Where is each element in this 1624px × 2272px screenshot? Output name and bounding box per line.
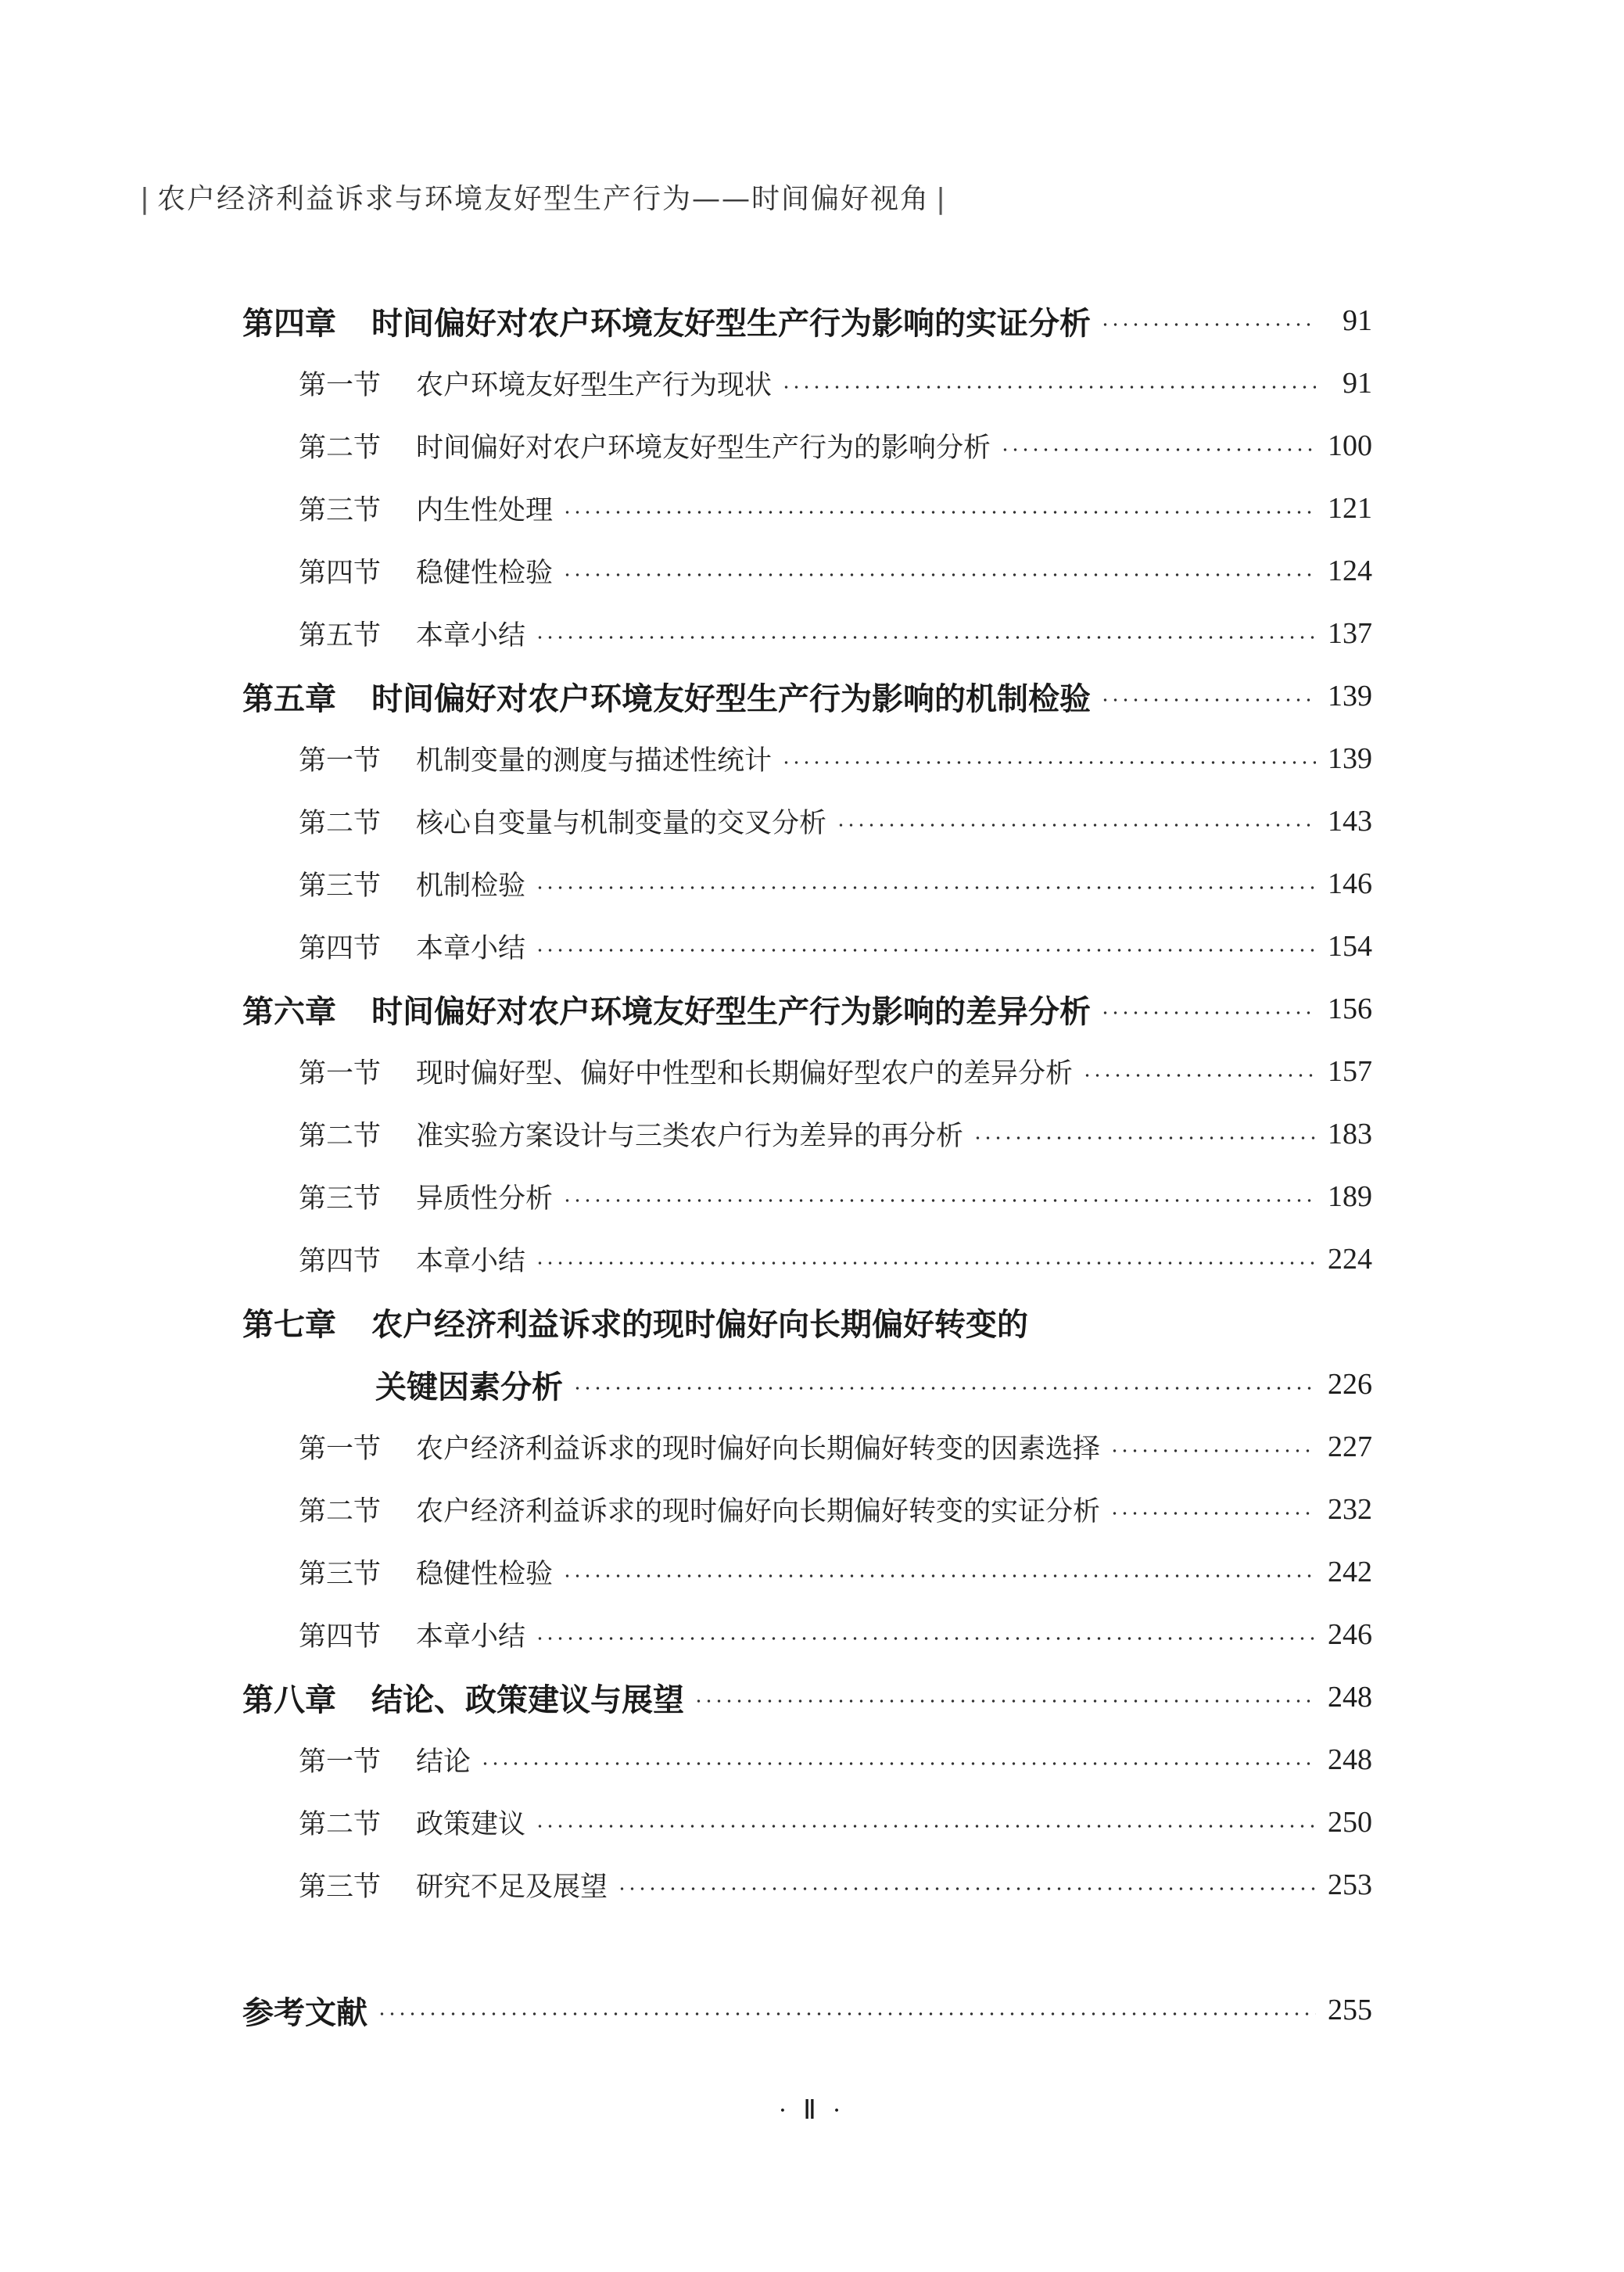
toc-entry-title: 核心自变量与机制变量的交叉分析 bbox=[416, 808, 827, 839]
toc-section-entry[interactable] bbox=[242, 1478, 1372, 1541]
toc-section-entry[interactable] bbox=[242, 1228, 1372, 1290]
toc-entry-title: 时间偏好对农户环境友好型生产行为影响的实证分析 bbox=[371, 304, 1091, 342]
toc-section-entry[interactable] bbox=[242, 1854, 1372, 1916]
toc-leader-dots bbox=[1100, 323, 1316, 326]
toc-entry-label: 第二节 bbox=[299, 433, 382, 464]
toc-references-entry[interactable] bbox=[242, 1979, 1372, 2041]
toc-section-entry[interactable] bbox=[242, 727, 1372, 790]
toc-section-entry[interactable] bbox=[242, 1603, 1372, 1666]
toc-page-number: 226 bbox=[1328, 1368, 1372, 1401]
toc-leader-dots bbox=[535, 636, 1316, 639]
toc-page-number: 154 bbox=[1328, 930, 1372, 963]
toc-entry-label: 第八章 bbox=[242, 1681, 336, 1718]
toc-page-number: 157 bbox=[1328, 1055, 1372, 1088]
toc-page-number: 189 bbox=[1328, 1180, 1372, 1213]
toc-entry-label: 第四节 bbox=[299, 933, 382, 964]
toc-page-number: 156 bbox=[1328, 992, 1372, 1025]
toc-entry-title: 内生性处理 bbox=[416, 495, 554, 526]
toc-section-entry[interactable] bbox=[242, 1103, 1372, 1165]
toc-section-entry[interactable] bbox=[242, 790, 1372, 852]
toc-leader-dots bbox=[781, 386, 1316, 389]
toc-leader-dots bbox=[1100, 698, 1316, 702]
toc-leader-dots bbox=[535, 1262, 1316, 1265]
toc-page-number: 91 bbox=[1343, 367, 1372, 400]
toc-chapter-entry[interactable] bbox=[242, 665, 1372, 727]
toc-entry-label: 第四节 bbox=[299, 1621, 382, 1653]
toc-entry-label: 第三节 bbox=[299, 870, 382, 902]
toc-entry-title: 本章小结 bbox=[416, 1246, 526, 1277]
toc-section-entry[interactable] bbox=[242, 1728, 1372, 1791]
toc-entry-label: 第一节 bbox=[299, 370, 382, 401]
toc-leader-dots bbox=[781, 761, 1316, 764]
toc-entry-title: 本章小结 bbox=[416, 933, 526, 964]
page-folio: · Ⅱ · bbox=[778, 2096, 846, 2125]
toc-section-entry[interactable] bbox=[242, 1791, 1372, 1854]
toc-entry-title: 准实验方案设计与三类农户行为差异的再分析 bbox=[416, 1121, 964, 1152]
toc-page-number: 183 bbox=[1328, 1118, 1372, 1150]
toc-entry-title: 稳健性检验 bbox=[416, 1559, 554, 1590]
toc-leader-dots bbox=[1110, 1449, 1316, 1452]
toc-page-number: 248 bbox=[1328, 1743, 1372, 1776]
toc-page-number: 255 bbox=[1328, 1994, 1372, 2026]
toc-entry-label: 第一节 bbox=[299, 1058, 382, 1089]
toc-entry-label: 第一节 bbox=[299, 1434, 382, 1465]
toc-leader-dots bbox=[836, 824, 1316, 827]
toc-entry-title: 结论 bbox=[416, 1746, 471, 1778]
toc-entry-label: 第四节 bbox=[299, 558, 382, 589]
toc-entry-title: 农户经济利益诉求的现时偏好向长期偏好转变的 bbox=[371, 1305, 1028, 1343]
toc-leader-dots bbox=[1110, 1512, 1316, 1515]
toc-page-number: 242 bbox=[1328, 1556, 1372, 1588]
toc-entry-title: 异质性分析 bbox=[416, 1183, 554, 1215]
toc-entry-label: 第三节 bbox=[299, 1872, 382, 1903]
toc-section-entry[interactable] bbox=[242, 1040, 1372, 1103]
toc-section-entry[interactable] bbox=[242, 540, 1372, 602]
toc-entry-label: 第五章 bbox=[242, 680, 336, 717]
toc-page-number: 246 bbox=[1328, 1618, 1372, 1651]
toc-entry-label: 第四章 bbox=[242, 304, 336, 342]
toc-page-number: 100 bbox=[1328, 429, 1372, 462]
toc-section-entry[interactable] bbox=[242, 852, 1372, 915]
toc-entry-title: 参考文献 bbox=[242, 1994, 367, 2031]
toc-entry-title: 现时偏好型、偏好中性型和长期偏好型农户的差异分析 bbox=[416, 1058, 1074, 1089]
toc-section-entry[interactable] bbox=[242, 1165, 1372, 1228]
toc-entry-title: 研究不足及展望 bbox=[416, 1872, 608, 1903]
toc-entry-label: 第四节 bbox=[299, 1246, 382, 1277]
toc-entry-label: 第三节 bbox=[299, 1183, 382, 1215]
toc-leader-dots bbox=[562, 1199, 1316, 1202]
toc-leader-dots bbox=[572, 1387, 1316, 1390]
table-of-contents bbox=[242, 289, 1372, 2041]
toc-leader-dots bbox=[535, 1825, 1316, 1828]
toc-section-entry[interactable] bbox=[242, 415, 1372, 477]
toc-entry-title: 农户经济利益诉求的现时偏好向长期偏好转变的实证分析 bbox=[416, 1496, 1101, 1527]
toc-entry-title: 时间偏好对农户环境友好型生产行为影响的机制检验 bbox=[371, 680, 1091, 717]
toc-leader-dots bbox=[1000, 448, 1316, 451]
toc-spacer bbox=[242, 1916, 1372, 1979]
toc-page-number: 232 bbox=[1328, 1493, 1372, 1526]
toc-section-entry[interactable] bbox=[242, 477, 1372, 540]
toc-entry-label: 第二节 bbox=[299, 1809, 382, 1840]
toc-chapter-entry[interactable] bbox=[242, 978, 1372, 1040]
toc-entry-title: 农户环境友好型生产行为现状 bbox=[416, 370, 773, 401]
toc-entry-label: 第五节 bbox=[299, 620, 382, 651]
toc-page-number: 91 bbox=[1343, 304, 1372, 337]
toc-leader-dots bbox=[562, 1574, 1316, 1577]
toc-leader-dots bbox=[1082, 1074, 1316, 1077]
toc-chapter-entry[interactable] bbox=[242, 1290, 1372, 1353]
toc-leader-dots bbox=[535, 949, 1316, 952]
toc-page-number: 124 bbox=[1328, 555, 1372, 587]
toc-entry-label: 第二节 bbox=[299, 808, 382, 839]
toc-leader-dots bbox=[535, 886, 1316, 889]
toc-entry-title: 稳健性检验 bbox=[416, 558, 554, 589]
toc-page-number: 143 bbox=[1328, 805, 1372, 838]
toc-entry-title: 机制变量的测度与描述性统计 bbox=[416, 745, 773, 777]
toc-chapter-entry[interactable] bbox=[242, 1666, 1372, 1728]
toc-leader-dots bbox=[562, 511, 1316, 514]
toc-section-entry[interactable] bbox=[242, 1416, 1372, 1478]
toc-page-number: 137 bbox=[1328, 617, 1372, 650]
toc-chapter-entry[interactable] bbox=[242, 1353, 1372, 1416]
toc-entry-label: 第三节 bbox=[299, 1559, 382, 1590]
running-head-left-rule: | bbox=[139, 183, 151, 215]
toc-entry-title: 农户经济利益诉求的现时偏好向长期偏好转变的因素选择 bbox=[416, 1434, 1101, 1465]
toc-page-number: 224 bbox=[1328, 1243, 1372, 1276]
toc-entry-label: 第一节 bbox=[299, 745, 382, 777]
toc-entry-title: 时间偏好对农户环境友好型生产行为的影响分析 bbox=[416, 433, 991, 464]
toc-entry-label: 第二节 bbox=[299, 1121, 382, 1152]
toc-section-entry[interactable] bbox=[242, 915, 1372, 978]
toc-entry-title: 时间偏好对农户环境友好型生产行为影响的差异分析 bbox=[371, 992, 1091, 1030]
running-head bbox=[0, 177, 1087, 217]
toc-leader-dots bbox=[535, 1637, 1316, 1640]
toc-entry-label: 第三节 bbox=[299, 495, 382, 526]
toc-leader-dots bbox=[617, 1887, 1316, 1890]
toc-entry-label: 第七章 bbox=[242, 1305, 336, 1343]
toc-entry-title: 本章小结 bbox=[416, 1621, 526, 1653]
toc-leader-dots bbox=[562, 573, 1316, 576]
toc-entry-title: 结论、政策建议与展望 bbox=[371, 1681, 684, 1718]
toc-page-number: 253 bbox=[1328, 1868, 1372, 1901]
toc-entry-title: 本章小结 bbox=[416, 620, 526, 651]
toc-leader-dots bbox=[694, 1700, 1316, 1703]
toc-entry-title: 关键因素分析 bbox=[375, 1368, 563, 1405]
running-head-right-rule: | bbox=[936, 183, 948, 215]
toc-leader-dots bbox=[1100, 1011, 1316, 1014]
toc-entry-title: 机制检验 bbox=[416, 870, 526, 902]
toc-page-number: 248 bbox=[1328, 1681, 1372, 1714]
toc-page-number: 139 bbox=[1328, 742, 1372, 775]
toc-chapter-entry[interactable] bbox=[242, 289, 1372, 352]
toc-leader-dots bbox=[377, 2012, 1316, 2015]
toc-section-entry[interactable] bbox=[242, 352, 1372, 415]
toc-entry-title: 政策建议 bbox=[416, 1809, 526, 1840]
toc-page-number: 121 bbox=[1328, 492, 1372, 525]
toc-entry-label: 第二节 bbox=[299, 1496, 382, 1527]
toc-page-number: 146 bbox=[1328, 867, 1372, 900]
toc-section-entry[interactable] bbox=[242, 1541, 1372, 1603]
toc-page-number: 139 bbox=[1328, 680, 1372, 712]
running-head-title: 农户经济利益诉求与环境友好型生产行为——时间偏好视角 bbox=[156, 183, 930, 215]
toc-leader-dots bbox=[973, 1136, 1316, 1140]
toc-leader-dots bbox=[480, 1762, 1316, 1765]
toc-page-number: 250 bbox=[1328, 1806, 1372, 1839]
toc-page-number: 227 bbox=[1328, 1430, 1372, 1463]
toc-entry-label: 第一节 bbox=[299, 1746, 382, 1778]
toc-section-entry[interactable] bbox=[242, 602, 1372, 665]
toc-entry-label: 第六章 bbox=[242, 992, 336, 1030]
